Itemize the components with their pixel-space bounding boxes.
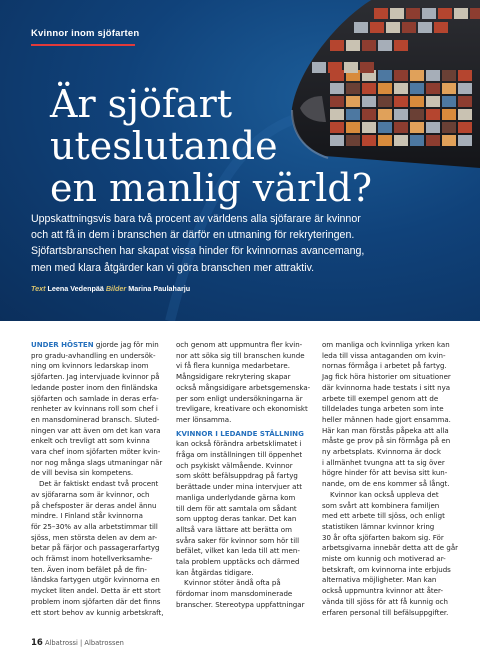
text-line: om manliga och kvinnliga yrken kan (322, 340, 450, 349)
container-block (394, 96, 408, 107)
container-block (410, 109, 424, 120)
headline-line: Är sjöfart (50, 82, 233, 126)
container-block (374, 8, 388, 19)
intro-paragraph (31, 211, 461, 276)
container-block (386, 22, 400, 33)
container-block (378, 109, 392, 120)
container-block (378, 122, 392, 133)
container-block (410, 96, 424, 107)
publication-name: Albatrossi | Albatrossen (44, 639, 124, 647)
text-line: nor nog många slags utmaningar när (31, 457, 163, 467)
container-block (378, 40, 392, 51)
headline-line: uteslutande (50, 124, 278, 168)
text-line: leda till vissa antaganden om kvin- (322, 350, 446, 360)
intro-line: Uppskattningsvis bara två procent av världens alla sjöfarare är kvinnor (31, 213, 361, 225)
text-line: som upptog deras tankar. Det kan (176, 514, 297, 524)
container-block (458, 122, 472, 133)
text-line: som skött befälsuppdrag på fartyg (176, 471, 298, 481)
text-line: vända till sjöss för att få kunnig och (322, 596, 449, 606)
page-number: 16 (31, 638, 43, 648)
text-line: i allmänhet tvungna att ta sig över (322, 457, 445, 467)
text-line: för 25–30% av alla arbetstimmar till (31, 521, 158, 531)
container-block (422, 8, 436, 19)
article-column-3 (322, 340, 460, 618)
container-block (426, 96, 440, 107)
container-block (470, 8, 480, 19)
container-block (426, 70, 440, 81)
text-line: betar på färjor och passagerarfartyg (31, 543, 160, 553)
text-line: vara chef inom sjöfarten möter kvin- (31, 447, 161, 457)
text-line: pro gradu-avhandling en undersök- (31, 350, 156, 360)
container-block (442, 109, 456, 120)
text-line: renheter av kvinnans roll som chef i (31, 404, 158, 414)
text-line: ledande poster inom den finländska (31, 382, 158, 392)
text-line: sjöss, men största delen av dem ar- (31, 532, 158, 542)
container-block (458, 96, 472, 107)
text-line: nor att söka sig till branschen kunde (176, 350, 305, 360)
text-line: av sjöfararna som är kvinnor, och (31, 489, 150, 499)
intro-line: Sjöfartsbranschen har skapat vissa hinder för kvinnornas avancemang, (31, 245, 365, 258)
text-line: och genom att uppmuntra fler kvin- (176, 340, 303, 349)
text-line: på chefsposter är deras andel ännu (31, 500, 157, 510)
text-line: också uppmuntra kvinnor att åter- (322, 586, 444, 596)
text-line: befälet, vilket kan leda till att men- (176, 546, 300, 556)
container-block (438, 8, 452, 19)
container-block (458, 83, 472, 94)
text-line: där kvinnorna hade testats i sitt nya (322, 382, 451, 392)
text-line: också mångsidigare arbetsgemenska- (176, 382, 311, 392)
container-block (312, 62, 326, 73)
container-block (402, 22, 416, 33)
container-block (442, 96, 456, 107)
text-line: branscher. Stereotypa uppfattningar (176, 599, 305, 609)
container-block (458, 135, 472, 146)
text-line (31, 340, 169, 351)
text-line: högre hinder för att bevisa sitt kun- (322, 468, 448, 478)
text-line: problem inom sjöfarten där det finns (31, 596, 161, 606)
page-footer (31, 638, 124, 648)
hero-image (0, 0, 480, 321)
container-block (394, 122, 408, 133)
container-block (394, 109, 408, 120)
text-line: trevligare, kreativare och ekonomiskt (176, 404, 308, 414)
text-line: tilldelades tunga arbeten som inte (322, 404, 444, 414)
text-line: Jag fick höra historier om situationer (322, 372, 451, 382)
text-credit-label: Text (31, 284, 46, 293)
text-line: de vill bevisa sin kompetens. (31, 468, 134, 478)
article-column-2 (176, 340, 314, 611)
container-block (406, 8, 420, 19)
text-line: mindre. I Finland står kvinnorna (31, 511, 143, 521)
text-line: ning om kvinnors ledarskap inom (31, 361, 149, 371)
byline (31, 284, 190, 293)
container-block (442, 135, 456, 146)
subheading: KVINNOR I LEDANDE STÄLLNING (176, 428, 304, 438)
container-block (390, 8, 404, 19)
container-block (434, 22, 448, 33)
intro-line: och att få in dem i branschen är därför en utmaning för rekryteringen. (31, 229, 355, 242)
text-line: svåra saker för kvinnor som hör till (176, 535, 300, 545)
text-line: alltså vara lättare att berätta om (176, 524, 292, 534)
text-line: ten. Även inom befälet på de fin- (31, 564, 147, 574)
headline (50, 83, 372, 209)
container-block (442, 83, 456, 94)
intro-line: men med klara åtgärder kan vi göra branschen mer attraktiv. (31, 261, 315, 274)
text-line: arbetsgivarna innebär detta att de går (322, 543, 459, 553)
container-block (354, 22, 368, 33)
container-block (418, 22, 432, 33)
container-block (362, 40, 376, 51)
text-line: ländska fartygen utgör kvinnorna en (31, 575, 160, 585)
text-line: per som enligt undersökningarna är (176, 393, 303, 403)
text-line: till dem för att samtala om sådant (176, 503, 297, 513)
article-column-1 (31, 340, 169, 618)
text-line: och psykiskt välmående. Kvinnor (176, 460, 293, 470)
container-block (394, 40, 408, 51)
container-block (426, 109, 440, 120)
container-block (394, 83, 408, 94)
text-line: berättade under mina intervjuer att (176, 482, 302, 492)
container-block (394, 70, 408, 81)
container-block (442, 122, 456, 133)
container-block (346, 40, 360, 51)
text-line: erfaren personal till befälsuppgifter. (322, 607, 449, 617)
text-line: arbete till exempel genom att de (322, 393, 439, 403)
photographer: Marina Paulaharju (128, 284, 191, 293)
image-credit-label: Bilder (105, 284, 127, 293)
container-block (410, 83, 424, 94)
headline-line: en manlig värld? (50, 166, 373, 210)
text-line: kan åtgärdas tidigare. (176, 567, 254, 577)
container-block (360, 62, 374, 73)
text-line: Mångsidigare rekrytering skapar (176, 372, 291, 382)
container-block (378, 135, 392, 146)
text-line: och främst inom hotellverksamhe- (31, 554, 153, 564)
container-block (410, 135, 424, 146)
text-line: fördomar inom mansdominerade (176, 589, 293, 599)
text-line: Kvinnor stöter ändå ofta på (184, 578, 281, 588)
lead-rest: gjorde jag för min (93, 340, 159, 349)
container-block (426, 122, 440, 133)
text-line: ny arbetsplats. Kvinnorna är dock (322, 447, 441, 457)
section-label: Kvinnor inom sjöfarten (31, 28, 140, 39)
text-author: Leena Vedenpää (47, 284, 104, 293)
container-block (410, 122, 424, 133)
container-block (426, 135, 440, 146)
container-block (328, 62, 342, 73)
container-block (458, 70, 472, 81)
container-block (410, 70, 424, 81)
container-block (426, 83, 440, 94)
text-line: fråga om inställningen till öppenhet (176, 450, 303, 460)
text-line: nornas förmåga i arbetet på fartyg. (322, 361, 447, 371)
container-block (378, 83, 392, 94)
text-line: med ett arbete till sjöss, och enligt (322, 511, 445, 521)
container-block (458, 109, 472, 120)
text-line: vi få flera kunniga medarbetare. (176, 361, 290, 371)
container-block (344, 62, 358, 73)
text-line: tala problem upptäcks och därmed (176, 557, 300, 567)
lead-in: UNDER HÖSTEN (31, 340, 94, 349)
text-line: sjöfarten och samlade in deras erfa- (31, 393, 159, 403)
text-line: nande, om de ens kommer så långt. (322, 479, 450, 489)
text-line: ett stort behov av kunnig arbetskraft, (31, 607, 164, 617)
text-line: miste om kunnig och motiverad ar- (322, 554, 446, 564)
text-line: Kvinnor kan också uppleva det (330, 489, 439, 499)
text-line: manliga underlydande gärna kom (176, 492, 296, 502)
section-underline (31, 44, 135, 46)
text-line: enkelt och trevligt att som kvinna (31, 436, 150, 446)
container-block (330, 40, 344, 51)
text-line: Det är faktiskt endast två procent (39, 479, 159, 489)
text-line: som svårt att kombinera familjen (322, 500, 440, 510)
container-block (442, 70, 456, 81)
text-line: en mansdominerad bransch. Sluted- (31, 414, 160, 424)
text-line: 30 år ofta sjöfarten bakom sig. För (322, 532, 444, 542)
text-line: alternativa möjligheter. Man kan (322, 575, 437, 585)
text-line: kan också förändra arbetsklimatet i (176, 439, 302, 449)
text-line: statistiken lämnar kvinnor kring (322, 521, 435, 531)
text-line: måste ge prov på sin förmåga på en (322, 436, 451, 446)
text-line: heller männen hade gjort ensamma. (322, 414, 451, 424)
text-line: betskraft, om kvinnorna inte erbjuds (322, 564, 451, 574)
text-line: sjöfarten. Jag intervjuade kvinnor på (31, 372, 160, 382)
text-line: mer lönsamma. (176, 414, 232, 424)
text-line: ningen var att även om det kan vara (31, 425, 161, 435)
container-block (378, 96, 392, 107)
container-block (378, 70, 392, 81)
container-block (370, 22, 384, 33)
container-block (394, 135, 408, 146)
text-line: Här kan man förstås påpeka att alla (322, 425, 449, 435)
text-line: mycket liten andel. Detta är ett stort (31, 586, 161, 596)
container-block (454, 8, 468, 19)
